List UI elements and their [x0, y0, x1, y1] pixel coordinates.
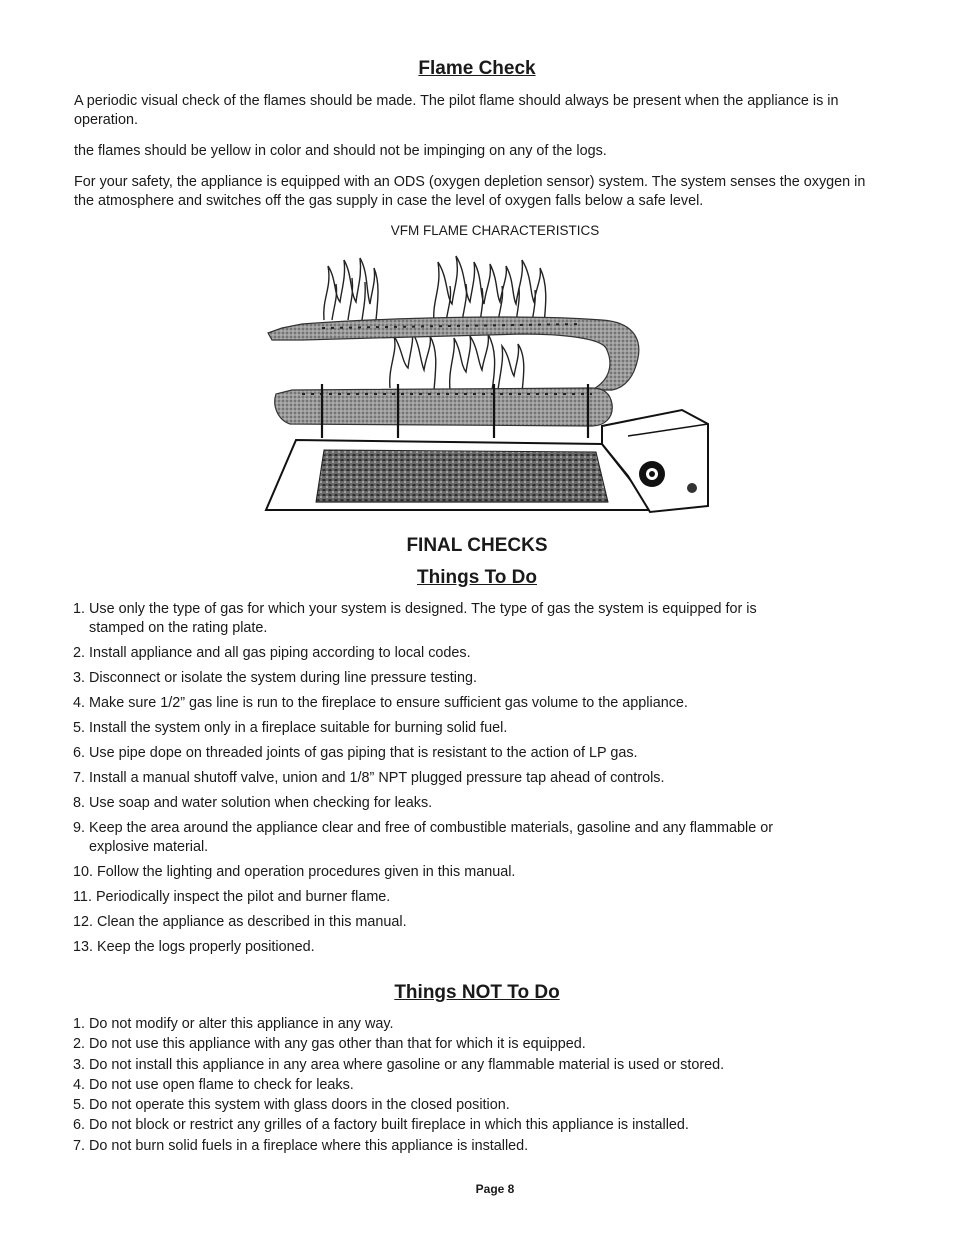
item-number: 8.: [73, 795, 86, 811]
item-number: 1.: [73, 1016, 86, 1032]
item-number: 4.: [73, 1076, 86, 1093]
list-item: [73, 938, 863, 957]
list-item: [73, 694, 863, 713]
item-text: Use only the type of gas for which your system is designed. The type of gas the system is equipped for is: [89, 601, 757, 617]
item-number: 6.: [73, 1117, 86, 1134]
flame-check-heading: Flame Check: [418, 58, 536, 79]
item-number: 6.: [73, 745, 86, 761]
item-text: Install the system only in a fireplace suitable for burning solid fuel.: [89, 720, 508, 736]
list-item: [73, 819, 863, 857]
item-number: 7.: [73, 770, 86, 786]
item-number: 10.: [73, 864, 94, 880]
item-number: 3.: [73, 1056, 86, 1073]
item-text: Do not use this appliance with any gas other than that for which it is equipped.: [89, 1036, 586, 1053]
list-item: [73, 1035, 863, 1054]
item-text: Do not operate this system with glass doors in the closed position.: [89, 1097, 510, 1114]
figure-caption: VFM FLAME CHARACTERISTICS: [390, 223, 600, 238]
list-item: [73, 769, 863, 788]
list-item: [73, 744, 863, 763]
item-text: Do not use open flame to check for leaks.: [89, 1076, 354, 1093]
item-text: Keep the logs properly positioned.: [97, 939, 315, 955]
item-text: Do not modify or alter this appliance in any way.: [89, 1016, 394, 1032]
item-text: Install appliance and all gas piping according to local codes.: [89, 645, 471, 661]
item-number: 9.: [73, 820, 86, 836]
item-number: 3.: [73, 670, 86, 686]
flame-check-paragraph-2: the flames should be yellow in color and should not be impinging on any of the logs.: [74, 143, 607, 159]
list-item: [73, 1096, 863, 1115]
item-number: 2.: [73, 1036, 86, 1053]
list-item: [73, 600, 863, 638]
things-to-do-list: [73, 600, 863, 963]
item-number: 7.: [73, 1137, 86, 1154]
page-number: Page 8: [475, 1182, 515, 1196]
item-number: 11.: [73, 889, 92, 905]
item-text: Keep the area around the appliance clear and free of combustible materials, gasoline and any flammable or: [89, 820, 773, 836]
item-text-continuation: explosive material.: [89, 839, 209, 855]
item-number: 2.: [73, 645, 86, 661]
item-number: 1.: [73, 601, 86, 617]
list-item: [73, 863, 863, 882]
burner-flame-illustration: [262, 248, 712, 518]
item-number: 5.: [73, 720, 86, 736]
item-number: 5.: [73, 1097, 86, 1114]
things-not-to-do-heading: Things NOT To Do: [394, 982, 560, 1003]
list-item: [73, 913, 863, 932]
list-item: [73, 888, 863, 907]
item-text: Make sure 1/2” gas line is run to the fireplace to ensure sufficient gas volume to the appliance.: [89, 695, 688, 711]
item-number: 12.: [73, 914, 94, 930]
item-text: Do not burn solid fuels in a fireplace where this appliance is installed.: [89, 1137, 529, 1154]
things-to-do-heading: Things To Do: [417, 567, 537, 588]
item-text: Disconnect or isolate the system during line pressure testing.: [89, 670, 477, 686]
list-item: [73, 794, 863, 813]
item-text: Follow the lighting and operation procedures given in this manual.: [97, 864, 516, 880]
list-item: [73, 719, 863, 738]
item-text: Do not block or restrict any grilles of a factory built fireplace in which this appliance is installed.: [89, 1117, 689, 1134]
flame-check-paragraph-1: A periodic visual check of the flames should be made. The pilot flame should always be present when the appliance is in operation.: [74, 93, 839, 128]
final-checks-heading: FINAL CHECKS: [406, 535, 548, 556]
item-text: Use pipe dope on threaded joints of gas piping that is resistant to the action of LP gas.: [89, 745, 638, 761]
item-text: Use soap and water solution when checking for leaks.: [89, 795, 433, 811]
flame-check-paragraph-3: For your safety, the appliance is equipped with an ODS (oxygen depletion sensor) system. The system senses the oxygen in the atmosphere and switches off the gas supply in case the level of oxygen falls below a safe level.: [74, 174, 866, 209]
list-item: [73, 1137, 863, 1156]
item-number: 13.: [73, 939, 94, 955]
item-text: Periodically inspect the pilot and burner flame.: [95, 889, 391, 905]
item-text-continuation: stamped on the rating plate.: [89, 620, 268, 636]
list-item: [73, 644, 863, 663]
list-item: [73, 1116, 863, 1135]
item-number: 4.: [73, 695, 86, 711]
list-item: [73, 1015, 863, 1034]
list-item: [73, 669, 863, 688]
list-item: [73, 1056, 863, 1075]
things-not-to-do-list: [73, 1015, 863, 1157]
item-text: Clean the appliance as described in this manual.: [97, 914, 407, 930]
item-text: Do not install this appliance in any area where gasoline or any flammable material is used or stored.: [89, 1056, 725, 1073]
list-item: [73, 1076, 863, 1095]
item-text: Install a manual shutoff valve, union and 1/8” NPT plugged pressure tap ahead of controls.: [89, 770, 665, 786]
